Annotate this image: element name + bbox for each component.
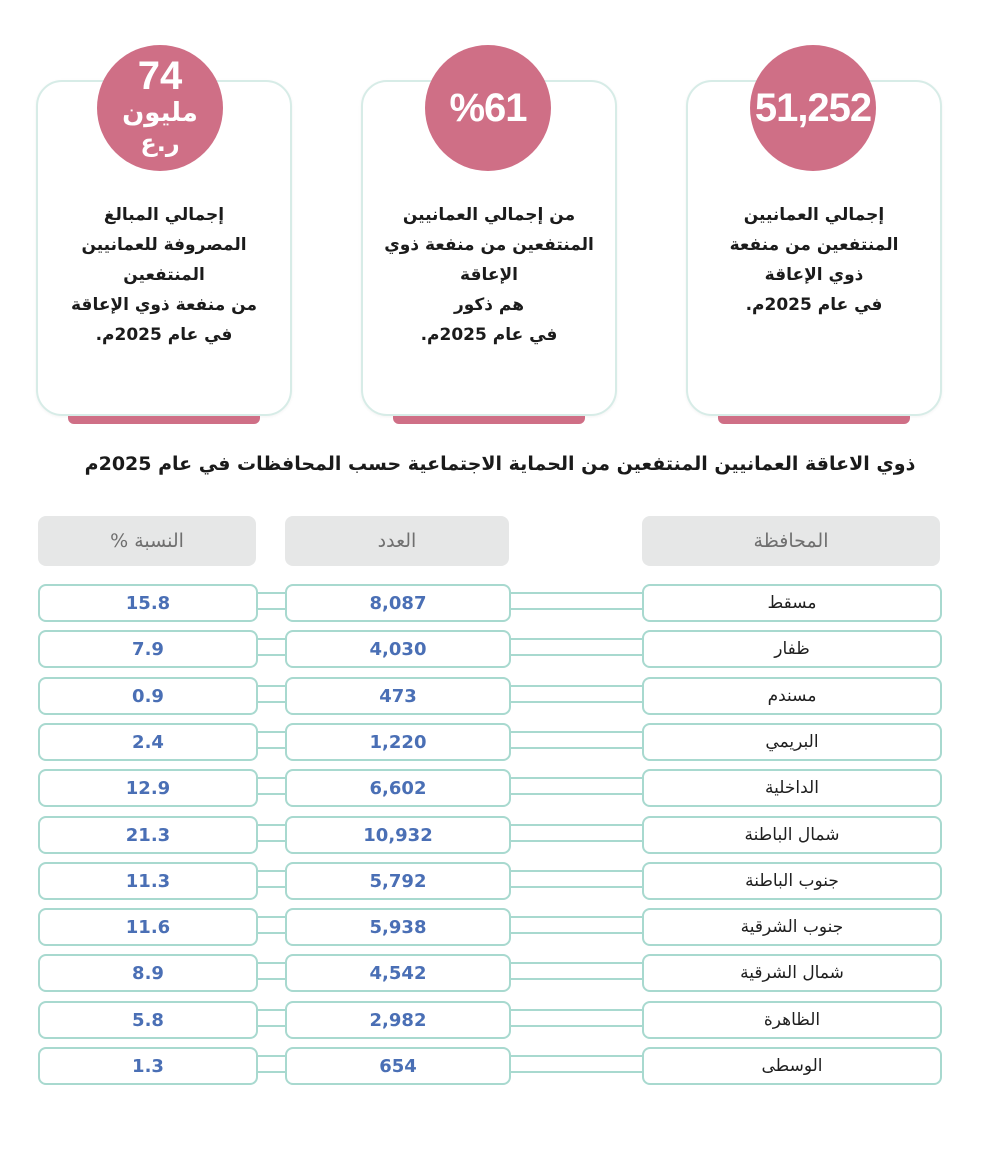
stat-card-text: إجمالي العمانيين المنتفعين من منفعة ذوي الإعاقة في عام 2025م. xyxy=(729,205,899,315)
row-connector xyxy=(256,870,285,888)
table-row xyxy=(0,677,1000,717)
governorate-cell: الداخلية xyxy=(642,769,942,807)
governorate-cell: الوسطى xyxy=(642,1047,942,1085)
table-row xyxy=(0,723,1000,763)
percent-cell: 1.3 xyxy=(38,1047,258,1085)
count-cell: 6,602 xyxy=(285,769,511,807)
count-cell: 10,932 xyxy=(285,816,511,854)
table-row xyxy=(0,954,1000,994)
percent-cell: 8.9 xyxy=(38,954,258,992)
percent-cell: 2.4 xyxy=(38,723,258,761)
row-connector xyxy=(509,870,642,888)
stat-badge-unit: ر.ع xyxy=(140,128,180,157)
stat-badge-value: 51,252 xyxy=(754,86,872,130)
percent-cell: 0.9 xyxy=(38,677,258,715)
governorate-cell: الظاهرة xyxy=(642,1001,942,1039)
percent-cell: 11.3 xyxy=(38,862,258,900)
row-connector xyxy=(256,592,285,610)
stat-badge-amount xyxy=(97,45,223,171)
header-count: العدد xyxy=(285,516,509,566)
stat-card-text: إجمالي المبالغ المصروفة للعمانيين المنتفعين من منفعة ذوي الإعاقة في عام 2025م. xyxy=(71,205,257,345)
table-row xyxy=(0,630,1000,670)
row-connector xyxy=(256,731,285,749)
row-connector xyxy=(509,592,642,610)
stat-badge-word: مليون xyxy=(122,97,198,128)
count-cell: 5,792 xyxy=(285,862,511,900)
count-cell: 1,220 xyxy=(285,723,511,761)
governorate-cell: شمال الباطنة xyxy=(642,816,942,854)
governorate-cell: مسقط xyxy=(642,584,942,622)
table-row xyxy=(0,816,1000,856)
row-connector xyxy=(256,1055,285,1073)
row-connector xyxy=(509,731,642,749)
table-row xyxy=(0,908,1000,948)
row-connector xyxy=(256,638,285,656)
percent-cell: 5.8 xyxy=(38,1001,258,1039)
header-percent: النسبة % xyxy=(38,516,256,566)
count-cell: 5,938 xyxy=(285,908,511,946)
governorate-cell: البريمي xyxy=(642,723,942,761)
governorate-cell: جنوب الباطنة xyxy=(642,862,942,900)
row-connector xyxy=(509,685,642,703)
count-cell: 473 xyxy=(285,677,511,715)
stat-card-text: من إجمالي العمانيين المنتفعين من منفعة ذوي الإعاقة هم ذكور في عام 2025م. xyxy=(384,205,594,345)
table-row xyxy=(0,862,1000,902)
row-connector xyxy=(256,962,285,980)
governorate-cell: جنوب الشرقية xyxy=(642,908,942,946)
stat-badge-percent xyxy=(425,45,551,171)
percent-cell: 15.8 xyxy=(38,584,258,622)
row-connector xyxy=(256,824,285,842)
row-connector xyxy=(256,685,285,703)
stat-badge-value: %61 xyxy=(449,86,527,130)
count-cell: 4,542 xyxy=(285,954,511,992)
header-governorate: المحافظة xyxy=(642,516,940,566)
row-connector xyxy=(256,777,285,795)
governorate-cell: شمال الشرقية xyxy=(642,954,942,992)
table-row xyxy=(0,584,1000,624)
row-connector xyxy=(509,1055,642,1073)
governorate-cell: ظفار xyxy=(642,630,942,668)
count-cell: 2,982 xyxy=(285,1001,511,1039)
percent-cell: 11.6 xyxy=(38,908,258,946)
stat-badge-value: 74 xyxy=(137,53,183,98)
row-connector xyxy=(509,962,642,980)
table-row xyxy=(0,769,1000,809)
row-connector xyxy=(509,638,642,656)
count-cell: 4,030 xyxy=(285,630,511,668)
table-title: ذوي الاعاقة العمانيين المنتفعين من الحماية الاجتماعية حسب المحافظات في عام 2025م xyxy=(84,453,916,475)
row-connector xyxy=(509,1009,642,1027)
count-cell: 8,087 xyxy=(285,584,511,622)
row-connector xyxy=(509,777,642,795)
count-cell: 654 xyxy=(285,1047,511,1085)
stat-badge-total xyxy=(750,45,876,171)
governorate-cell: مسندم xyxy=(642,677,942,715)
row-connector xyxy=(256,916,285,934)
percent-cell: 21.3 xyxy=(38,816,258,854)
row-connector xyxy=(509,916,642,934)
percent-cell: 7.9 xyxy=(38,630,258,668)
percent-cell: 12.9 xyxy=(38,769,258,807)
row-connector xyxy=(509,824,642,842)
table-row xyxy=(0,1001,1000,1041)
row-connector xyxy=(256,1009,285,1027)
stat-badge-value-line xyxy=(97,53,223,129)
table-row xyxy=(0,1047,1000,1087)
